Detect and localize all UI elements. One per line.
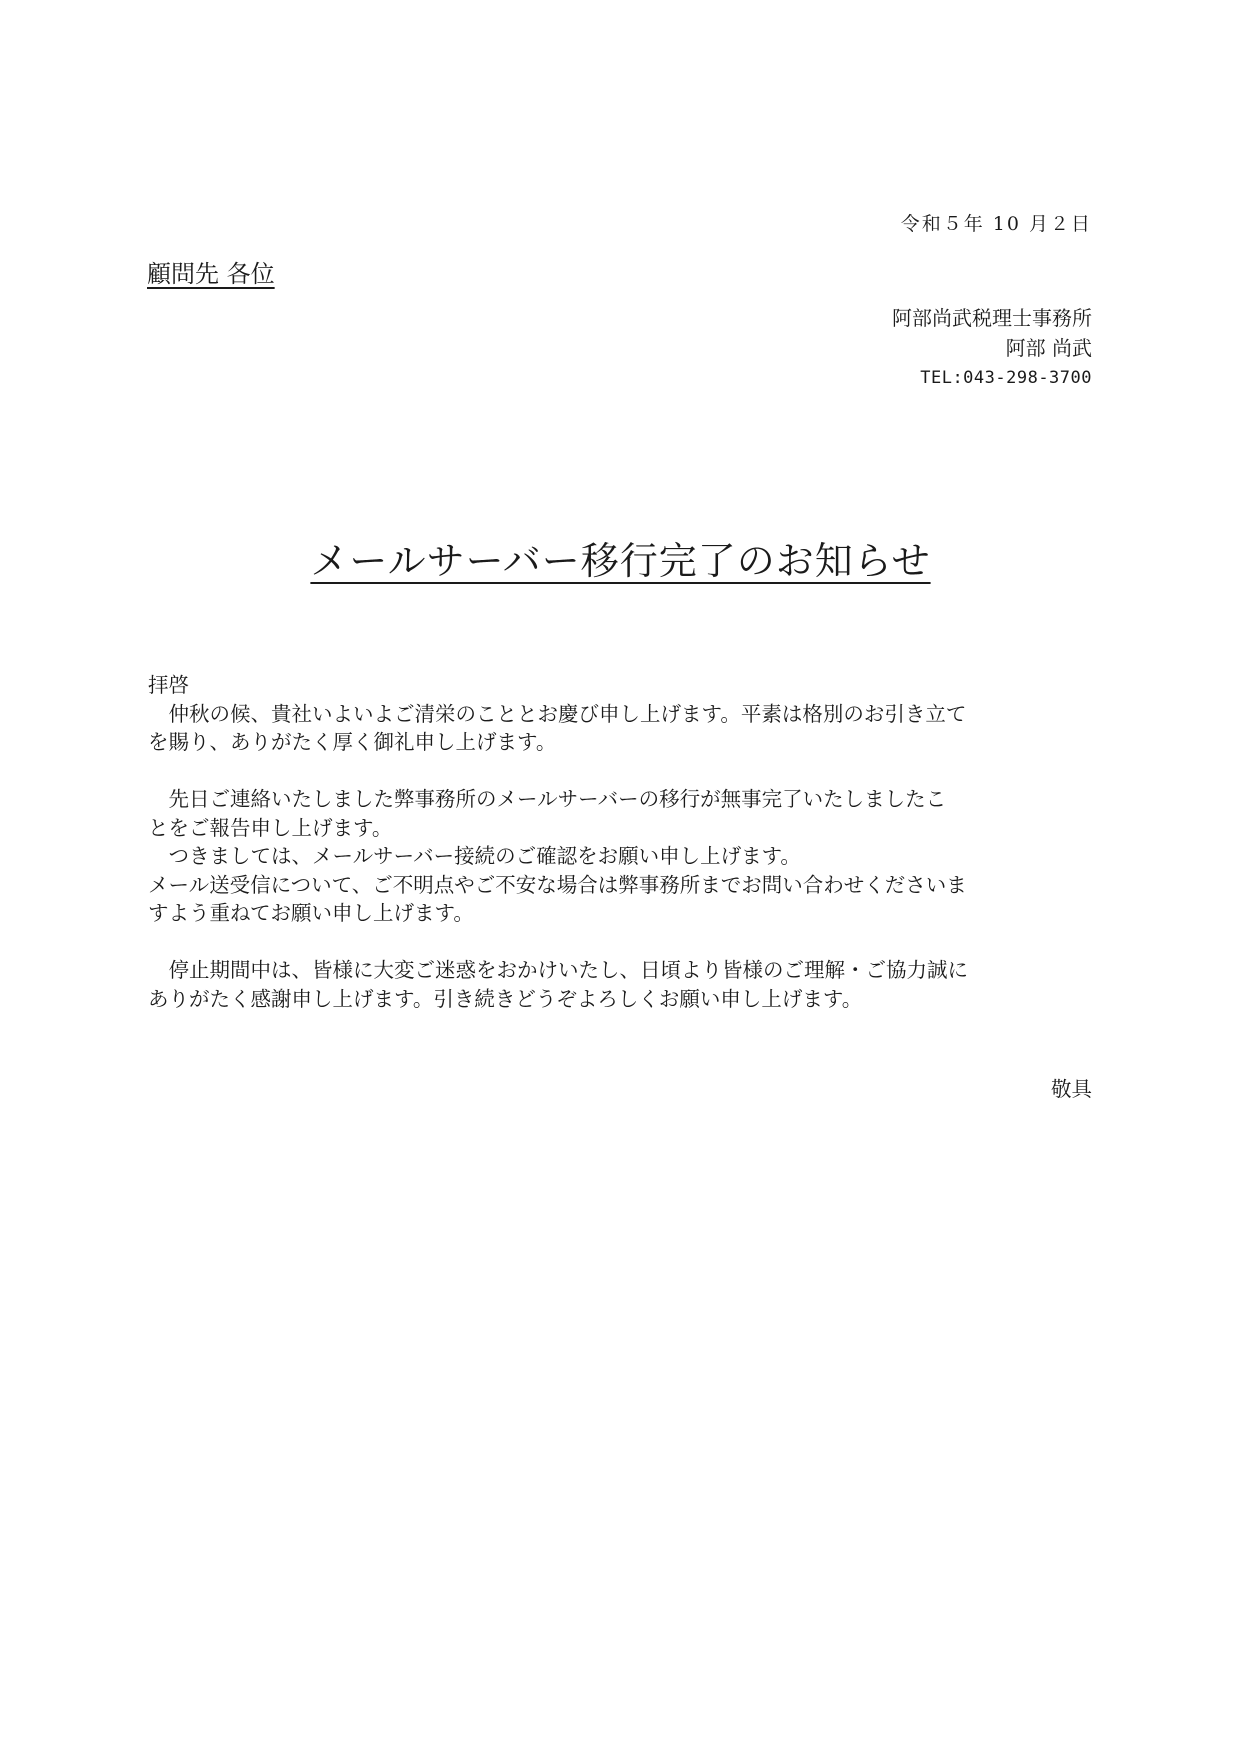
body-line: とをご報告申し上げます。 (148, 815, 393, 840)
body-line: つきましては、メールサーバー接続のご確認をお願い申し上げます。 (148, 844, 801, 868)
sender-office: 阿部尚武税理士事務所 (892, 306, 1092, 330)
paragraph-gap (148, 928, 1093, 957)
body-line: メール送受信について、ご不明点やご不安な場合は弊事務所までお問い合わせくださいま (148, 872, 967, 897)
letter-title-wrap (0, 530, 1241, 585)
letter-body (148, 671, 1093, 1013)
opening-salutation: 拝啓 (148, 673, 189, 697)
letter-title: メールサーバー移行完了のお知らせ (310, 539, 931, 583)
paragraph-gap (148, 757, 1093, 786)
body-line: 先日ご連絡いたしました弊事務所のメールサーバーの移行が無事完了いたしましたこ (148, 787, 947, 811)
body-line: 停止期間中は、皆様に大変ご迷惑をおかけいたし、日頃より皆様のご理解・ご協力誠に (148, 958, 968, 982)
letter-date: 令和５年 10 月２日 (900, 213, 1092, 235)
body-line: ありがたく感謝申し上げます。引き続きどうぞよろしくお願い申し上げます。 (148, 986, 863, 1011)
sender-tel: TEL:043-298-3700 (920, 368, 1092, 388)
recipient: 顧問先 各位 (147, 260, 275, 288)
body-line: 仲秋の候、貴社いよいよご清栄のこととお慶び申し上げます。平素は格別のお引き立て (148, 701, 967, 726)
sender-block (892, 303, 1092, 393)
body-line: すよう重ねてお願い申し上げます。 (148, 901, 474, 925)
body-line: を賜り、ありがたく厚く御礼申し上げます。 (148, 730, 557, 754)
sender-name: 阿部 尚武 (1005, 336, 1092, 360)
closing-salutation: 敬具 (1051, 1077, 1092, 1101)
